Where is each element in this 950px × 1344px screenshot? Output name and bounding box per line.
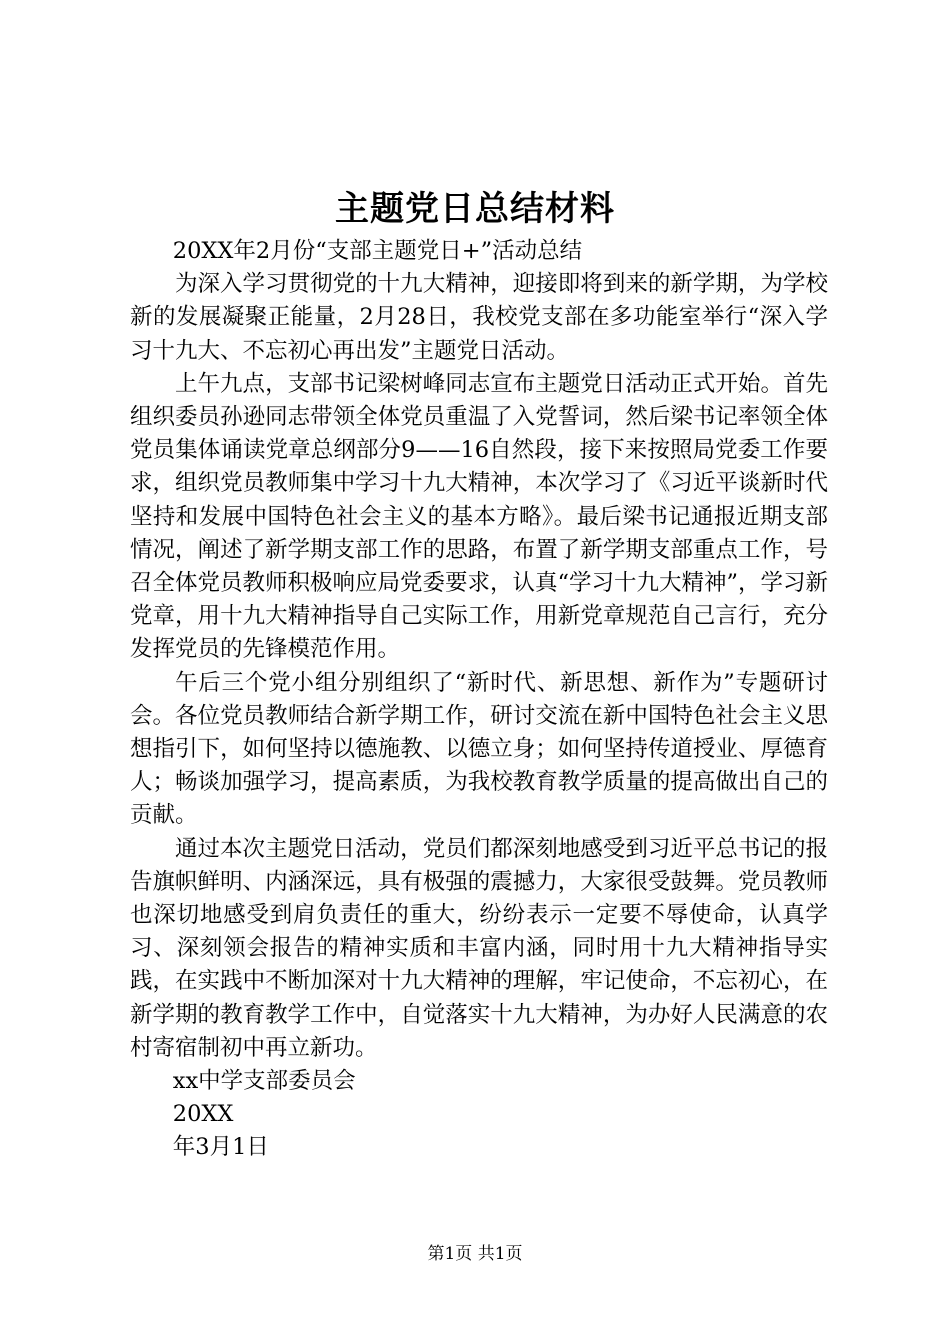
page-footer: 第1页 共1页	[427, 1244, 523, 1264]
document-body	[130, 235, 828, 1165]
date-year: 20XX	[172, 1101, 234, 1128]
document-subtitle: 20XX年2月份“支部主题党日+”活动总结	[172, 238, 583, 264]
signature-text: xx中学支部委员会	[172, 1068, 356, 1095]
paragraph-morning: 上午九点，支部书记梁树峰同志宣布主题党日活动正式开始。首先组织委员孙逊同志带领全体党员重温了入党誓词，然后梁书记率领全体党员集体诵读党章总纲部分9——16自然段，接下来按照局党委工作要求，组织党员教师集中学习十九大精神，本次学习了《习近平谈新时代坚持和发展中国特色社会主义的基本方略》。最后梁书记通报近期支部情况，阐述了新学期支部工作的思路，布置了新学期支部重点工作，号召全体党员教师积极响应局党委要求，认真“学习十九大精神”，学习新党章，用十九大精神指导自己实际工作，用新党章规范自己言行，充分发挥党员的先锋模范作用。	[130, 370, 829, 663]
paragraph-conclusion: 通过本次主题党日活动，党员们都深刻地感受到习近平总书记的报告旗帜鲜明、内涵深远，具有极强的震撼力，大家很受鼓舞。党员教师也深切地感受到肩负责任的重大，纷纷表示一定要不辱使命，认真学习、深刻领会报告的精神实质和丰富内涵，同时用十九大精神指导实践，在实践中不断加深对十九大精神的理解，牢记使命，不忘初心，在新学期的教育教学工作中，自觉落实十九大精神，为办好人民满意的农村寄宿制初中再立新功。	[130, 835, 828, 1061]
paragraph-intro: 为深入学习贯彻党的十九大精神，迎接即将到来的新学期，为学校新的发展凝聚正能量，2月28日，我校党支部在多功能室举行“深入学习十九大、不忘初心再出发”主题党日活动。	[130, 271, 828, 364]
paragraph-afternoon: 午后三个党小组分别组织了“新时代、新思想、新作为”专题研讨会。各位党员教师结合新学期工作，研讨交流在新中国特色社会主义思想指引下，如何坚持以德施教、以德立身；如何坚持传道授业、厚德育人；畅谈加强学习，提高素质，为我校教育教学质量的提高做出自己的贡献。	[130, 669, 828, 829]
date-text: 年3月1日	[172, 1134, 269, 1161]
document-title: 主题党日总结材料	[335, 189, 615, 229]
